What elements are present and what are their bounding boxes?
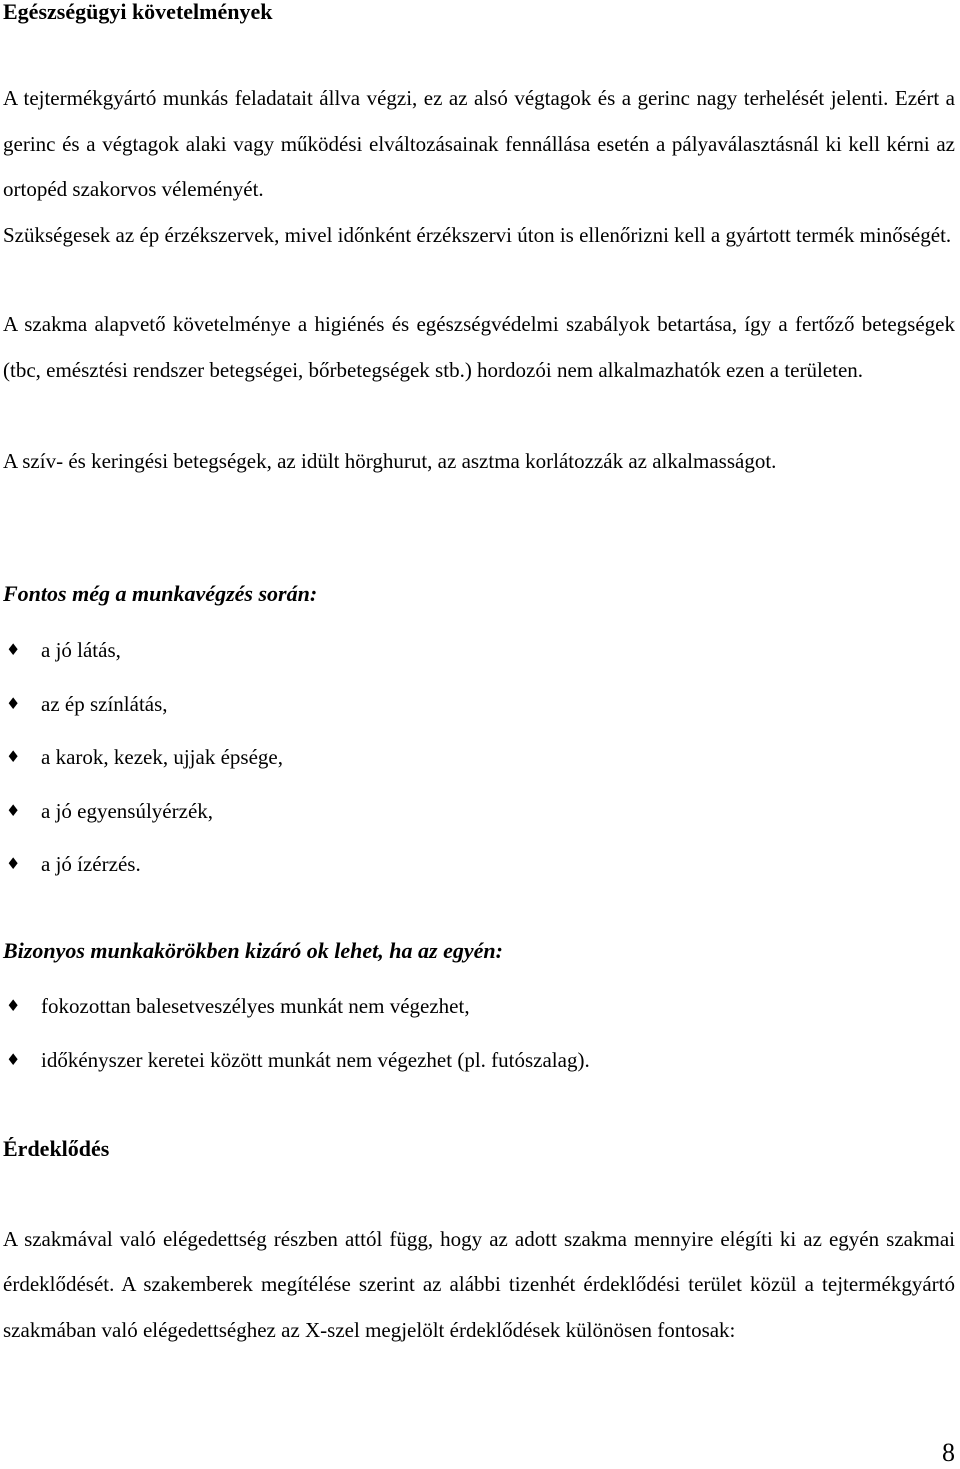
diamond-bullet-icon: ♦ — [6, 1049, 21, 1069]
list-item-text: időkényszer keretei között munkát nem végezhet (pl. futószalag). — [41, 1047, 590, 1072]
diamond-bullet-icon: ♦ — [6, 800, 21, 820]
paragraph-health-3: A szakma alapvető követelménye a higiénés és egészségvédelmi szabályok betartása, így a fertőző betegségek (tbc, emésztési rendszer betegségei, bőrbetegségek stb.) hordozói nem alkalmazhatók ezen a területen. — [3, 312, 955, 382]
diamond-bullet-icon: ♦ — [6, 747, 21, 766]
list-item-text: fokozottan balesetveszélyes munkát nem végezhet, — [41, 994, 470, 1018]
list-item — [0, 992, 590, 1046]
heading-important: Fontos még a munkavégzés során: — [3, 581, 318, 606]
exclusion-list — [0, 992, 590, 1099]
diamond-bullet-icon: ♦ — [6, 996, 21, 1015]
list-item-text: a jó látás, — [41, 638, 121, 662]
section-title-interest: Érdeklődés — [3, 1136, 110, 1161]
list-item — [0, 850, 283, 904]
list-item — [0, 743, 283, 797]
paragraph-interest: A szakmával való elégedettség részben attól függ, hogy az adott szakma mennyire elégíti ki az egyén szakmai érdeklődését. A szakemberek megítélése szerint az alábbi tizenhét érdeklődési terület közül a tejtermékgyártó szakmában való elégedettséghez az X-szel megjelölt érdeklődések különösen fontosak: — [3, 1227, 955, 1342]
paragraph-health-1: A tejtermékgyártó munkás feladatait állva végzi, ez az alsó végtagok és a gerinc nagy terhelését jelenti. Ezért a gerinc és a végtagok alaki vagy működési elváltozásainak fennállása esetén a pályaválasztásnál ki kell kérni az ortopéd szakorvos véleményét. — [3, 86, 955, 201]
paragraph-health-4: A szív- és keringési betegségek, az idült hörghurut, az asztma korlátozzák az alkalmasságot. — [3, 449, 777, 473]
list-item — [0, 1046, 590, 1100]
list-item-text: a jó ízérzés. — [41, 852, 141, 876]
paragraph-health-2: Szükségesek az ép érzékszervek, mivel időnként érzékszervi úton is ellenőrizni kell a gyártott termék minőségét. — [3, 223, 952, 247]
list-item — [0, 797, 283, 851]
list-item — [0, 690, 283, 744]
diamond-bullet-icon: ♦ — [6, 640, 21, 659]
list-item-text: a karok, kezek, ujjak épsége, — [41, 745, 283, 769]
heading-exclusion: Bizonyos munkakörökben kizáró ok lehet, ha az egyén: — [3, 938, 503, 963]
section-title-health: Egészségügyi követelmények — [3, 0, 273, 24]
important-list — [0, 636, 283, 904]
list-item-text: az ép színlátás, — [41, 691, 168, 716]
page-number: 8 — [942, 1438, 955, 1467]
list-item-text: a jó egyensúlyérzék, — [41, 798, 214, 823]
list-item — [0, 636, 283, 690]
diamond-bullet-icon: ♦ — [6, 693, 21, 713]
diamond-bullet-icon: ♦ — [6, 854, 21, 873]
